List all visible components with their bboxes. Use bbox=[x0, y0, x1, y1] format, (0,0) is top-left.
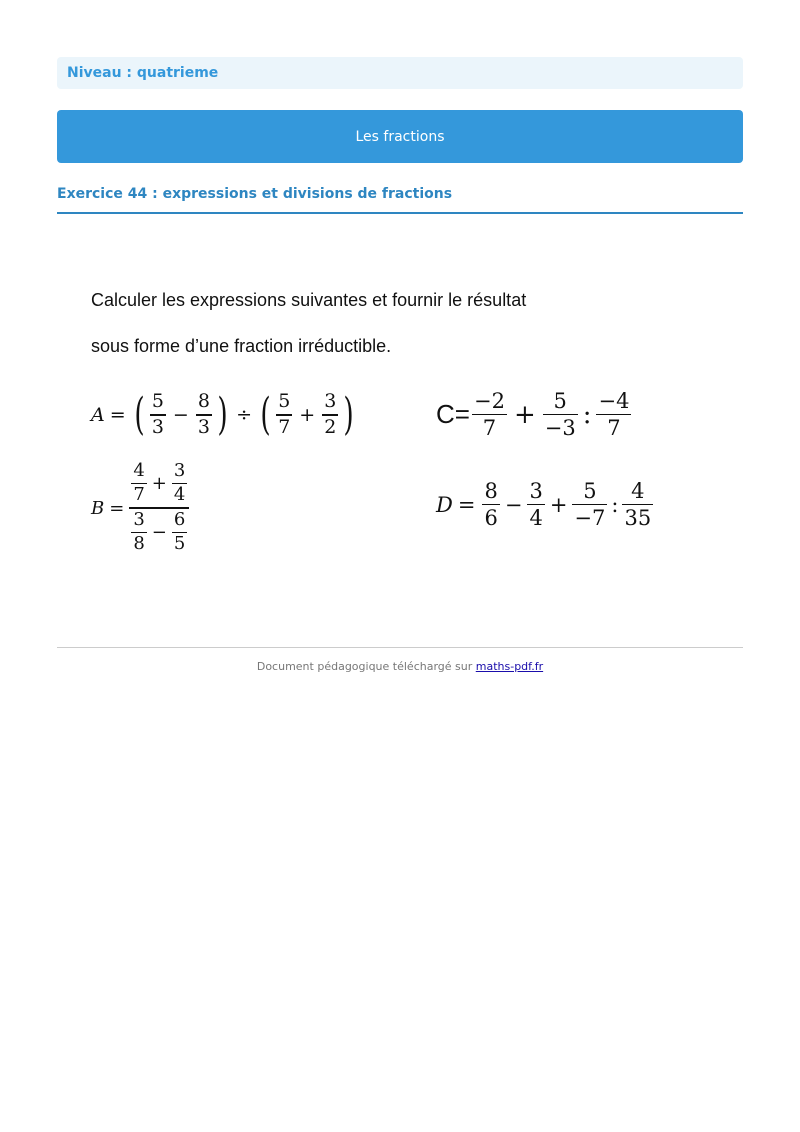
expr-d-fraction-2 bbox=[527, 480, 544, 529]
fraction-numerator: 4 bbox=[133, 460, 145, 481]
expr-b-equals: = bbox=[109, 497, 125, 519]
expr-b-bottom-fraction-2 bbox=[172, 508, 187, 555]
exercise-title-underline bbox=[57, 212, 743, 214]
chapter-banner bbox=[57, 110, 743, 163]
expr-c-operator-2: : bbox=[582, 399, 592, 430]
expression-b bbox=[91, 462, 189, 554]
fraction-numerator: 3 bbox=[324, 390, 337, 413]
expr-d-fraction-3 bbox=[572, 480, 607, 529]
expr-b-top-fraction-1 bbox=[131, 462, 146, 505]
expression-d bbox=[436, 480, 655, 529]
fraction-denominator: 4 bbox=[529, 506, 543, 531]
expr-c-fraction-1 bbox=[472, 390, 507, 439]
expr-d-fraction-4 bbox=[622, 480, 653, 529]
fraction-bar bbox=[472, 414, 507, 415]
expr-b-main-fraction bbox=[129, 462, 189, 554]
expr-b-name: B bbox=[91, 497, 105, 519]
fraction-bar bbox=[543, 414, 578, 415]
expr-b-bottom-operator: − bbox=[151, 522, 167, 544]
expr-a-fraction-1 bbox=[150, 392, 166, 437]
footer-link[interactable]: maths-pdf.fr bbox=[475, 660, 544, 673]
fraction-denominator: 4 bbox=[173, 484, 186, 506]
expr-a-equals: = bbox=[109, 404, 126, 426]
expr-c-fraction-2 bbox=[543, 390, 578, 439]
expr-d-operator-3: : bbox=[611, 492, 619, 517]
expr-a-left-paren-2: ( bbox=[260, 389, 271, 440]
fraction-denominator: 7 bbox=[278, 415, 291, 438]
fraction-denominator: 3 bbox=[197, 415, 210, 438]
expr-c-fraction-3 bbox=[596, 390, 631, 439]
fraction-bar bbox=[482, 504, 499, 505]
fraction-denominator: 7 bbox=[607, 416, 621, 441]
expr-a-right-paren-2: ) bbox=[343, 389, 355, 440]
expr-a-operator-2: ÷ bbox=[236, 404, 253, 426]
expr-b-numerator bbox=[129, 462, 189, 505]
expression-c bbox=[436, 390, 633, 439]
fraction-numerator: 4 bbox=[631, 479, 645, 503]
chapter-title: Les fractions bbox=[355, 128, 445, 145]
expr-c-name: C= bbox=[436, 399, 470, 430]
exercise-title: Exercice 44 : expressions et divisions de fractions bbox=[57, 186, 453, 202]
fraction-bar bbox=[596, 414, 631, 415]
fraction-denominator: 2 bbox=[324, 415, 337, 438]
expr-c-operator-1: + bbox=[513, 399, 536, 430]
expr-a-fraction-4 bbox=[322, 392, 338, 437]
fraction-numerator: 6 bbox=[173, 508, 186, 530]
expr-a-left-paren-1: ( bbox=[134, 389, 145, 440]
fraction-numerator: 8 bbox=[197, 390, 210, 413]
footer-text: Document pédagogique téléchargé sur bbox=[256, 660, 476, 673]
fraction-bar bbox=[572, 504, 607, 505]
fraction-numerator: 5 bbox=[583, 479, 597, 503]
expr-d-operator-2: + bbox=[549, 492, 568, 517]
expr-d-equals: = bbox=[457, 492, 476, 517]
fraction-numerator: 5 bbox=[553, 389, 567, 413]
expr-b-denominator bbox=[129, 508, 189, 555]
instruction-line-2: sous forme d’une fraction irréductible. bbox=[91, 336, 392, 356]
fraction-denominator: 6 bbox=[484, 506, 498, 531]
expr-b-top-operator: + bbox=[151, 473, 167, 495]
expression-a bbox=[91, 388, 357, 442]
fraction-numerator: −4 bbox=[598, 389, 630, 413]
fraction-numerator: 3 bbox=[529, 479, 543, 503]
level-label: Niveau : quatrieme bbox=[57, 57, 743, 89]
fraction-denominator: 7 bbox=[133, 484, 145, 506]
fraction-denominator: −3 bbox=[544, 416, 576, 441]
expr-a-fraction-2 bbox=[196, 392, 212, 437]
fraction-bar bbox=[527, 504, 544, 505]
expr-b-bottom-fraction-1 bbox=[131, 508, 146, 555]
footer bbox=[0, 660, 800, 673]
expr-d-operator-1: − bbox=[504, 492, 523, 517]
instruction-line-1: Calculer les expressions suivantes et fournir le résultat bbox=[91, 290, 527, 310]
expr-d-name: D bbox=[436, 492, 453, 517]
fraction-denominator: 8 bbox=[133, 533, 145, 555]
expr-a-name: A bbox=[91, 404, 105, 426]
expr-d-fraction-1 bbox=[482, 480, 499, 529]
fraction-numerator: −2 bbox=[473, 389, 505, 413]
fraction-numerator: 3 bbox=[133, 508, 145, 530]
fraction-denominator: 5 bbox=[173, 533, 186, 555]
footer-divider bbox=[57, 647, 743, 648]
expr-a-operator-1: − bbox=[172, 404, 189, 426]
fraction-denominator: 35 bbox=[624, 506, 652, 531]
fraction-numerator: 5 bbox=[278, 390, 291, 413]
expr-b-top-fraction-2 bbox=[172, 462, 187, 505]
expr-a-right-paren-1: ) bbox=[217, 389, 228, 440]
fraction-numerator: 8 bbox=[484, 479, 498, 503]
fraction-denominator: −7 bbox=[574, 506, 606, 531]
fraction-denominator: 3 bbox=[151, 415, 164, 438]
fraction-bar bbox=[622, 504, 653, 505]
expr-a-fraction-3 bbox=[276, 392, 292, 437]
fraction-numerator: 3 bbox=[173, 460, 186, 481]
fraction-denominator: 7 bbox=[482, 416, 497, 441]
expr-a-operator-3: + bbox=[299, 404, 316, 426]
fraction-numerator: 5 bbox=[151, 390, 164, 413]
